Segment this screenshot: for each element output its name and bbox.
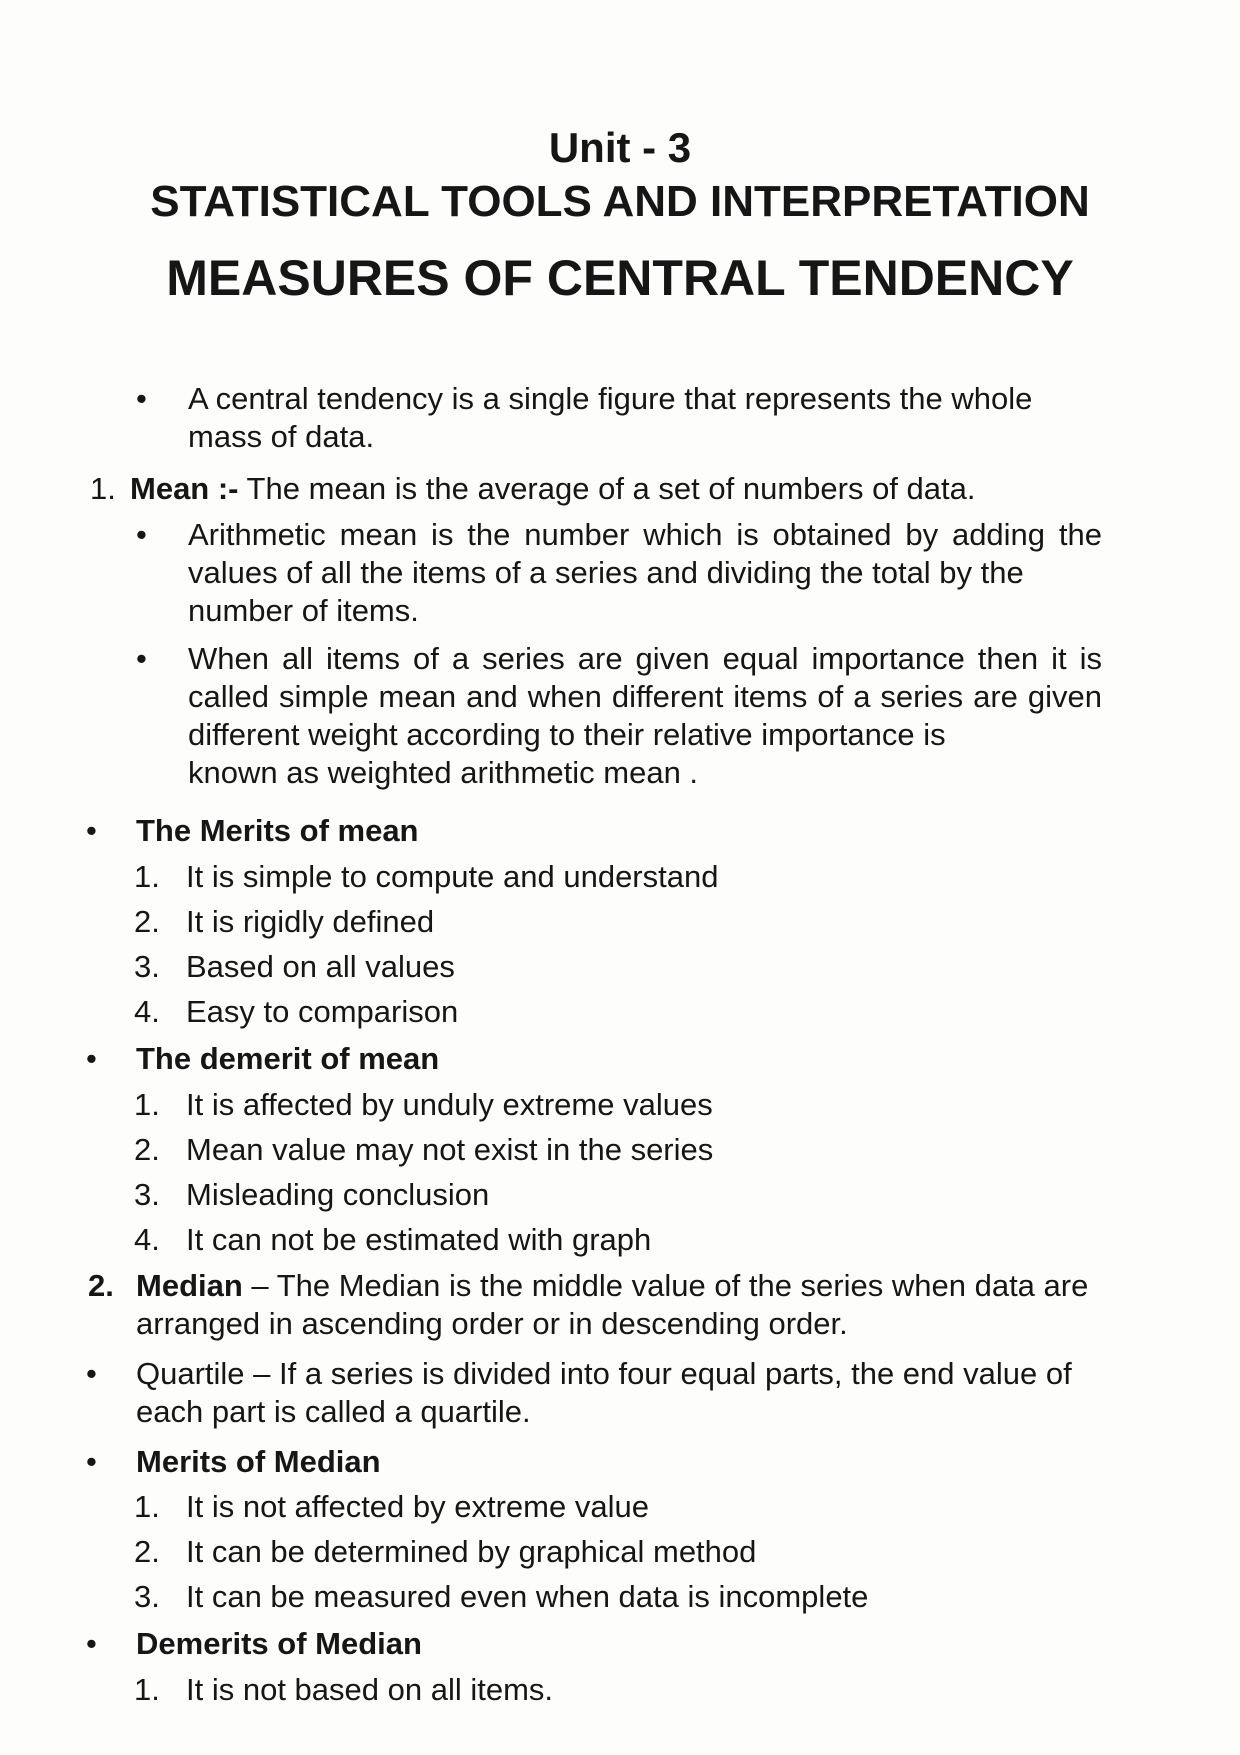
text-line: each part is called a quartile.	[136, 1394, 531, 1429]
item-text: Mean value may not exist in the series	[186, 1132, 714, 1167]
item-text: It is not based on all items.	[186, 1672, 554, 1707]
bullet-icon: •	[86, 813, 97, 848]
item-number: 2.	[134, 904, 160, 939]
item-text: It can be determined by graphical method	[186, 1534, 757, 1569]
item-text: It is simple to compute and understand	[186, 859, 719, 894]
item-number: 3.	[134, 1177, 160, 1212]
bullet-icon: •	[136, 517, 147, 552]
item-text: Easy to comparison	[186, 994, 459, 1029]
text-line: known as weighted arithmetic mean .	[188, 755, 699, 790]
item-text: It can not be estimated with graph	[186, 1222, 652, 1257]
item-number: 2.	[134, 1534, 160, 1569]
text-line: arranged in ascending order or in descending order.	[136, 1306, 848, 1341]
text-line: given different weight according to their relative importance is	[188, 679, 1102, 752]
item-text: It can be measured even when data is incomplete	[186, 1579, 869, 1614]
text-line: Quartile – If a series is divided into four equal parts, the end value of	[136, 1356, 1072, 1391]
mean-definition-body: The mean is the average of a set of numbers of data.	[238, 471, 976, 506]
item-text: It is rigidly defined	[186, 904, 435, 939]
mean-term: Mean :-	[130, 471, 239, 506]
item-number: 3.	[134, 949, 160, 984]
bullet-icon: •	[136, 381, 147, 416]
unit-heading: Unit - 3	[548, 124, 692, 171]
median-term: Median	[136, 1268, 243, 1303]
quartile-text	[136, 1355, 1102, 1431]
subject-heading: STATISTICAL TOOLS AND INTERPRETATION	[150, 177, 1090, 226]
item-number: 4.	[134, 1222, 160, 1257]
item-number: 4.	[134, 994, 160, 1029]
mean-definition-text	[130, 470, 1102, 508]
item-number: 1.	[134, 1489, 160, 1524]
bullet-icon: •	[86, 1041, 97, 1076]
item-text: It is affected by unduly extreme values	[186, 1087, 713, 1122]
item-number: 1.	[90, 471, 116, 506]
median-definition-body: – The Median is the middle value of the series when data are	[242, 1268, 1089, 1303]
item-text: Based on all values	[186, 949, 455, 984]
section-heading: The demerit of mean	[136, 1041, 440, 1076]
item-text: Misleading conclusion	[186, 1177, 490, 1212]
text-line: values of all the items of a series and dividing the total by the	[188, 555, 1024, 590]
item-number: 2.	[88, 1268, 114, 1303]
bullet-icon: •	[86, 1444, 97, 1479]
intro-line: mass of data.	[188, 419, 375, 454]
intro-line: A central tendency is a single figure that represents the whole	[188, 381, 1033, 416]
text-line: Arithmetic mean is the number which is obtained by adding the	[188, 517, 1102, 552]
median-definition-text	[136, 1267, 1102, 1343]
section-heading: The Merits of mean	[136, 813, 419, 848]
item-number: 3.	[134, 1579, 160, 1614]
item-number: 2.	[134, 1132, 160, 1167]
text-line: When all items of a series are given equal importance then it is	[188, 641, 1102, 676]
section-heading: Merits of Median	[136, 1444, 381, 1479]
mean-point-text	[188, 640, 1102, 830]
bullet-icon: •	[136, 641, 147, 676]
item-number: 1.	[134, 859, 160, 894]
item-text: It is not affected by extreme value	[186, 1489, 649, 1524]
chapter-heading: MEASURES OF CENTRAL TENDENCY	[166, 250, 1074, 306]
item-number: 1.	[134, 1087, 160, 1122]
text-line: called simple mean and when different items of a series are	[188, 679, 1018, 714]
bullet-icon: •	[86, 1626, 97, 1661]
text-line: number of items.	[188, 593, 419, 628]
section-heading: Demerits of Median	[136, 1626, 422, 1661]
bullet-icon: •	[86, 1356, 97, 1391]
item-number: 1.	[134, 1672, 160, 1707]
